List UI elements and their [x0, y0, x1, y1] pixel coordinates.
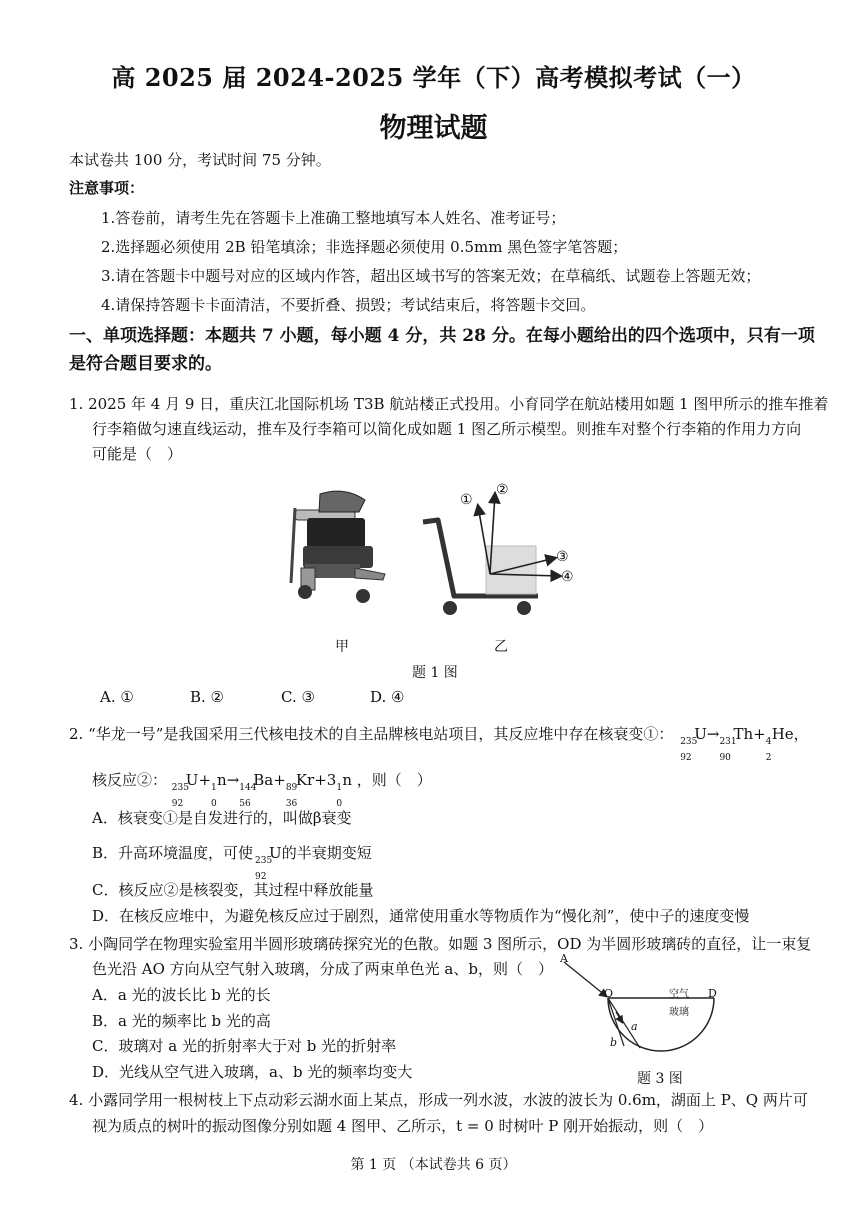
- q3-option-b: B．a 光的频率比 b 光的高: [92, 1012, 271, 1030]
- fig3-label-d: D: [708, 987, 717, 1000]
- q1-text: 行李箱做匀速直线运动，推车及行李箱可以简化成如题 1 图乙所示模型。则推车对整个行李箱的作用力方向: [92, 420, 802, 438]
- arrow-label-3: ③: [556, 549, 569, 565]
- fig1-caption: 题 1 图: [412, 665, 458, 681]
- q2-option-a: A．核衰变①是自发进行的，叫做β衰变: [92, 809, 352, 827]
- fig1-cart-photo: [285, 488, 395, 610]
- subject-title: 物理试题: [379, 113, 488, 144]
- fig1-label-yi: 乙: [494, 639, 508, 655]
- notice-item: 2.选择题必须使用 2B 铅笔填涂；非选择题必须使用 0.5mm 黑色签字笔答题；: [101, 238, 628, 256]
- q3-text: 3. 小陶同学在物理实验室用半圆形玻璃砖探究光的色散。如题 3 图所示，OD 为半圆形玻璃砖的直径，让一束复: [69, 935, 812, 953]
- section-heading-cont: 是符合题目要求的。: [69, 354, 222, 374]
- fig3-label-ray-a: a: [631, 1020, 638, 1033]
- q1-text: 1. 2025 年 4 月 9 日，重庆江北国际机场 T3B 航站楼正式投用。小育同学在航站楼用如题 1 图甲所示的推车推着: [69, 395, 829, 413]
- q1-option-b: B. ②: [190, 688, 225, 706]
- fig3-label-ray-b: b: [610, 1036, 618, 1049]
- fig3-label-glass: 玻璃: [669, 1007, 689, 1018]
- fig3-caption: 题 3 图: [637, 1071, 683, 1087]
- q2-option-d: D．在核反应堆中，为避免核反应过于剧烈，通常使用重水等物质作为“慢化剂”，使中子的速度变慢: [92, 907, 750, 925]
- q2-reaction: 核反应②： 235 92 U+ 1 0 n→ 144 56 Ba+ 89 36 Kr+3 1 0 n ，则（ ）: [92, 771, 432, 809]
- section-heading: 一、单项选择题：本题共 7 小题，每小题 4 分，共 28 分。在每小题给出的四个选项中，只有一项: [69, 326, 815, 346]
- q4-text: 视为质点的树叶的振动图像分别如题 4 图甲、乙所示，t = 0 时树叶 P 刚开始振动，则（ ）: [92, 1117, 714, 1135]
- q3-option-d: D．光线从空气进入玻璃，a、b 光的频率均变大: [92, 1063, 413, 1081]
- fig3-semicircle: [556, 952, 726, 1072]
- q2-option-c: C．核反应②是核裂变，其过程中释放能量: [92, 881, 374, 899]
- q3-option-a: A．a 光的波长比 b 光的长: [92, 986, 271, 1004]
- arrow-label-4: ④: [561, 569, 574, 585]
- fig3-label-o: O: [604, 987, 614, 1000]
- q1-text: 可能是（ ）: [92, 445, 183, 463]
- score-line: 本试卷共 100 分，考试时间 75 分钟。: [69, 151, 331, 169]
- notice-item: 3.请在答题卡中题号对应的区域内作答，超出区域书写的答案无效；在草稿纸、试题卷上答题无效；: [101, 267, 761, 285]
- q3-text: 色光沿 AO 方向从空气射入玻璃，分成了两束单色光 a、b，则（ ）: [92, 960, 553, 978]
- q1-option-d: D. ④: [370, 688, 405, 706]
- exam-title: 高 2025 届 2024-2025 学年（下）高考模拟考试（一）: [111, 63, 756, 92]
- notice-title: 注意事项：: [69, 179, 145, 197]
- notice-item: 1.答卷前，请考生先在答题卡上准确工整地填写本人姓名、准考证号；: [101, 209, 566, 227]
- fig1-label-jia: 甲: [335, 639, 349, 655]
- q4-text: 4. 小露同学用一根树枝上下点动彩云湖水面上某点，形成一列水波，水波的波长为 0.6m，湖面上 P、Q 两片可: [69, 1091, 808, 1109]
- q2-intro: 2. “华龙一号”是我国采用三代核电技术的自主品牌核电站项目，其反应堆中存在核衰变①：: [69, 725, 674, 743]
- q2-text: 2. “华龙一号”是我国采用三代核电技术的自主品牌核电站项目，其反应堆中存在核衰变①： 235 92 U→ 231 90 Th+ 4 2 He，: [69, 725, 809, 763]
- q2-option-b: B．升高环境温度，可使 235 92 U的半衰期变短: [92, 844, 372, 882]
- q1-option-a: A. ①: [100, 688, 134, 706]
- arrow-label-2: ②: [496, 482, 509, 498]
- notice-item: 4.请保持答题卡卡面清洁，不要折叠、损毁；考试结束后，将答题卡交回。: [101, 296, 596, 314]
- arrow-label-1: ①: [460, 492, 473, 508]
- page-footer: 第 1 页 （本试卷共 6 页）: [350, 1157, 517, 1173]
- fig3-label-a-point: A: [560, 952, 568, 965]
- q1-option-c: C. ③: [281, 688, 315, 706]
- fig3-label-air: 空气: [669, 989, 689, 1000]
- q3-option-c: C．玻璃对 a 光的折射率大于对 b 光的折射率: [92, 1037, 397, 1055]
